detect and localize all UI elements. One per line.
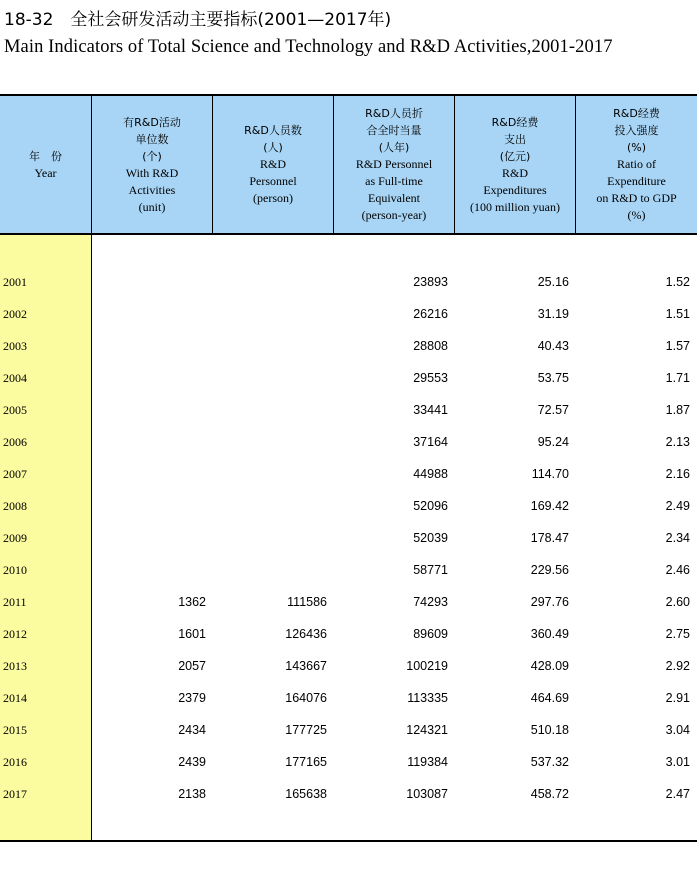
ratio-cell: 2.91: [665, 691, 690, 705]
ratio-cell: 2.13: [665, 435, 690, 449]
ratio-cell: 1.87: [665, 403, 690, 417]
column-header-cn-line: (%): [626, 141, 647, 154]
ratio-cell: 3.04: [665, 723, 690, 737]
table-row: [0, 394, 697, 426]
fte-cell: 113335: [407, 691, 448, 705]
column-header-cn-line: 单位数: [135, 132, 169, 146]
expenditure-cell: 178.47: [530, 531, 569, 545]
column-header-en-line: R&D: [501, 165, 528, 180]
table-row: [0, 650, 697, 682]
column-header: [213, 96, 333, 233]
expenditure-cell: 72.57: [537, 403, 569, 417]
expenditure-cell: 114.70: [531, 467, 569, 481]
personnel-cell: 143667: [285, 659, 327, 673]
column-header-cn-line: (亿元): [499, 149, 531, 163]
fte-cell: 37164: [413, 435, 448, 449]
table-row: [0, 746, 697, 778]
personnel-cell: 177725: [285, 723, 327, 737]
fte-cell: 124321: [406, 723, 448, 737]
year-cell: 2015: [3, 723, 27, 737]
fte-cell: 44988: [413, 467, 448, 481]
year-cell: 2005: [3, 403, 27, 417]
column-header-cn-line: (人): [263, 141, 283, 154]
units-cell: 2057: [178, 659, 206, 673]
column-header: [576, 96, 697, 233]
expenditure-cell: 40.43: [537, 339, 569, 353]
expenditure-cell: 169.42: [530, 499, 569, 513]
expenditure-cell: 510.18: [530, 723, 569, 737]
fte-cell: 103087: [406, 787, 448, 801]
expenditure-cell: 297.76: [530, 595, 569, 609]
fte-cell: 33441: [413, 403, 448, 417]
column-header-en-line: Expenditure: [607, 174, 666, 188]
table-row: [0, 298, 697, 330]
column-header-en-line: (100 million yuan): [470, 199, 560, 214]
table-row: [0, 554, 697, 586]
ratio-cell: 1.51: [665, 307, 690, 321]
table-row: [0, 458, 697, 490]
expenditure-cell: 458.72: [530, 787, 569, 801]
column-header-cn-line: 有R&D活动: [123, 115, 181, 129]
ratio-cell: 2.60: [665, 595, 690, 609]
table-row: [0, 490, 697, 522]
column-header-en-line: (%): [627, 208, 646, 222]
units-cell: 2439: [178, 755, 206, 769]
year-cell: 2017: [3, 787, 27, 801]
fte-cell: 29553: [413, 371, 448, 385]
column-header-en-line: (person-year): [361, 208, 427, 222]
column-header-cn-line: (人年): [378, 141, 410, 154]
column-header-en-line: Activities: [128, 182, 176, 197]
expenditure-cell: 428.09: [530, 659, 569, 673]
table-row: [0, 714, 697, 746]
column-header-cn-line: 支出: [504, 132, 526, 146]
year-cell: 2010: [3, 563, 27, 577]
expenditure-cell: 25.16: [537, 275, 569, 289]
ratio-cell: 2.16: [665, 467, 690, 481]
ratio-cell: 2.34: [665, 531, 690, 545]
units-cell: 1601: [178, 627, 206, 641]
units-cell: 2138: [178, 787, 206, 801]
fte-cell: 23893: [413, 275, 448, 289]
expenditure-cell: 537.32: [530, 755, 569, 769]
units-cell: 2434: [178, 723, 206, 737]
year-cell: 2009: [3, 531, 27, 545]
column-header-cn-line: 年 份: [29, 149, 62, 163]
ratio-cell: 2.46: [665, 563, 690, 577]
column-header-en-line: (unit): [138, 199, 166, 214]
ratio-cell: 3.01: [665, 755, 690, 769]
fte-cell: 52096: [413, 499, 448, 513]
column-header-en-line: R&D: [259, 157, 286, 171]
ratio-cell: 1.52: [665, 275, 690, 289]
column-header-cn-line: 合全时当量: [366, 124, 422, 137]
table-row: [0, 426, 697, 458]
fte-cell: 26216: [413, 307, 448, 321]
header-bottom-rule: [0, 233, 697, 235]
personnel-cell: 126436: [285, 627, 327, 641]
fte-cell: 58771: [413, 563, 448, 577]
table-row: [0, 778, 697, 810]
fte-cell: 52039: [413, 531, 448, 545]
expenditure-cell: 95.24: [537, 435, 569, 449]
column-header-cn-line: 投入强度: [614, 124, 659, 137]
table-title-english: Main Indicators of Total Science and Technology and R&D Activities,2001-2017: [4, 37, 613, 57]
column-header: [0, 96, 91, 233]
units-cell: 2379: [178, 691, 206, 705]
year-cell: 2004: [3, 371, 27, 385]
year-cell: 2001: [3, 275, 27, 289]
table-row: [0, 266, 697, 298]
personnel-cell: 165638: [285, 787, 327, 801]
table-bottom-rule: [0, 840, 697, 842]
ratio-cell: 2.92: [665, 659, 690, 673]
expenditure-cell: 53.75: [537, 371, 569, 385]
column-header-en-line: With R&D: [125, 165, 179, 180]
expenditure-cell: 360.49: [530, 627, 569, 641]
column-header-en-line: Personnel: [249, 174, 297, 188]
data-table: [0, 94, 697, 842]
column-header-en-line: Ratio of: [617, 157, 656, 171]
ratio-cell: 1.71: [665, 371, 690, 385]
year-cell: 2008: [3, 499, 27, 513]
expenditure-cell: 31.19: [537, 307, 569, 321]
expenditure-cell: 464.69: [530, 691, 569, 705]
column-header: [334, 96, 454, 233]
year-cell: 2011: [3, 595, 27, 609]
ratio-cell: 2.75: [665, 627, 690, 641]
personnel-cell: 177165: [285, 755, 327, 769]
column-header-cn-line: R&D经费: [613, 107, 660, 120]
year-cell: 2014: [3, 691, 27, 705]
column-header-en-line: on R&D to GDP: [596, 191, 677, 205]
column-header-en-line: (person): [253, 191, 293, 205]
column-header-en-line: Expenditures: [483, 182, 547, 197]
fte-cell: 28808: [413, 339, 448, 353]
year-cell: 2003: [3, 339, 27, 353]
column-header-cn-line: R&D经费: [491, 115, 539, 129]
column-header-cn-line: (个): [142, 149, 162, 163]
fte-cell: 119384: [407, 755, 448, 769]
table-row: [0, 586, 697, 618]
year-cell: 2002: [3, 307, 27, 321]
column-header-en-line: as Full-time: [365, 174, 423, 188]
personnel-cell: 111586: [287, 595, 327, 609]
fte-cell: 89609: [413, 627, 448, 641]
year-cell: 2007: [3, 467, 27, 481]
personnel-cell: 164076: [285, 691, 327, 705]
column-header: [455, 96, 575, 233]
year-cell: 2006: [3, 435, 27, 449]
fte-cell: 100219: [406, 659, 448, 673]
units-cell: 1362: [178, 595, 206, 609]
column-header: [92, 96, 212, 233]
column-header-en-line: R&D Personnel: [355, 157, 433, 171]
year-cell: 2013: [3, 659, 27, 673]
column-header-cn-line: R&D人员折: [365, 107, 423, 120]
year-cell: 2016: [3, 755, 27, 769]
ratio-cell: 2.49: [665, 499, 690, 513]
column-header-cn-line: R&D人员数: [244, 124, 302, 137]
table-row: [0, 522, 697, 554]
fte-cell: 74293: [413, 595, 448, 609]
ratio-cell: 2.47: [665, 787, 690, 801]
expenditure-cell: 229.56: [530, 563, 569, 577]
column-header-en-line: Year: [34, 165, 57, 180]
ratio-cell: 1.57: [665, 339, 690, 353]
year-cell: 2012: [3, 627, 27, 641]
table-row: [0, 682, 697, 714]
table-row: [0, 618, 697, 650]
table-title-chinese: 18-32 全社会研发活动主要指标(2001—2017年): [4, 10, 392, 30]
table-row: [0, 330, 697, 362]
column-header-en-line: Equivalent: [368, 191, 420, 205]
table-row: [0, 362, 697, 394]
